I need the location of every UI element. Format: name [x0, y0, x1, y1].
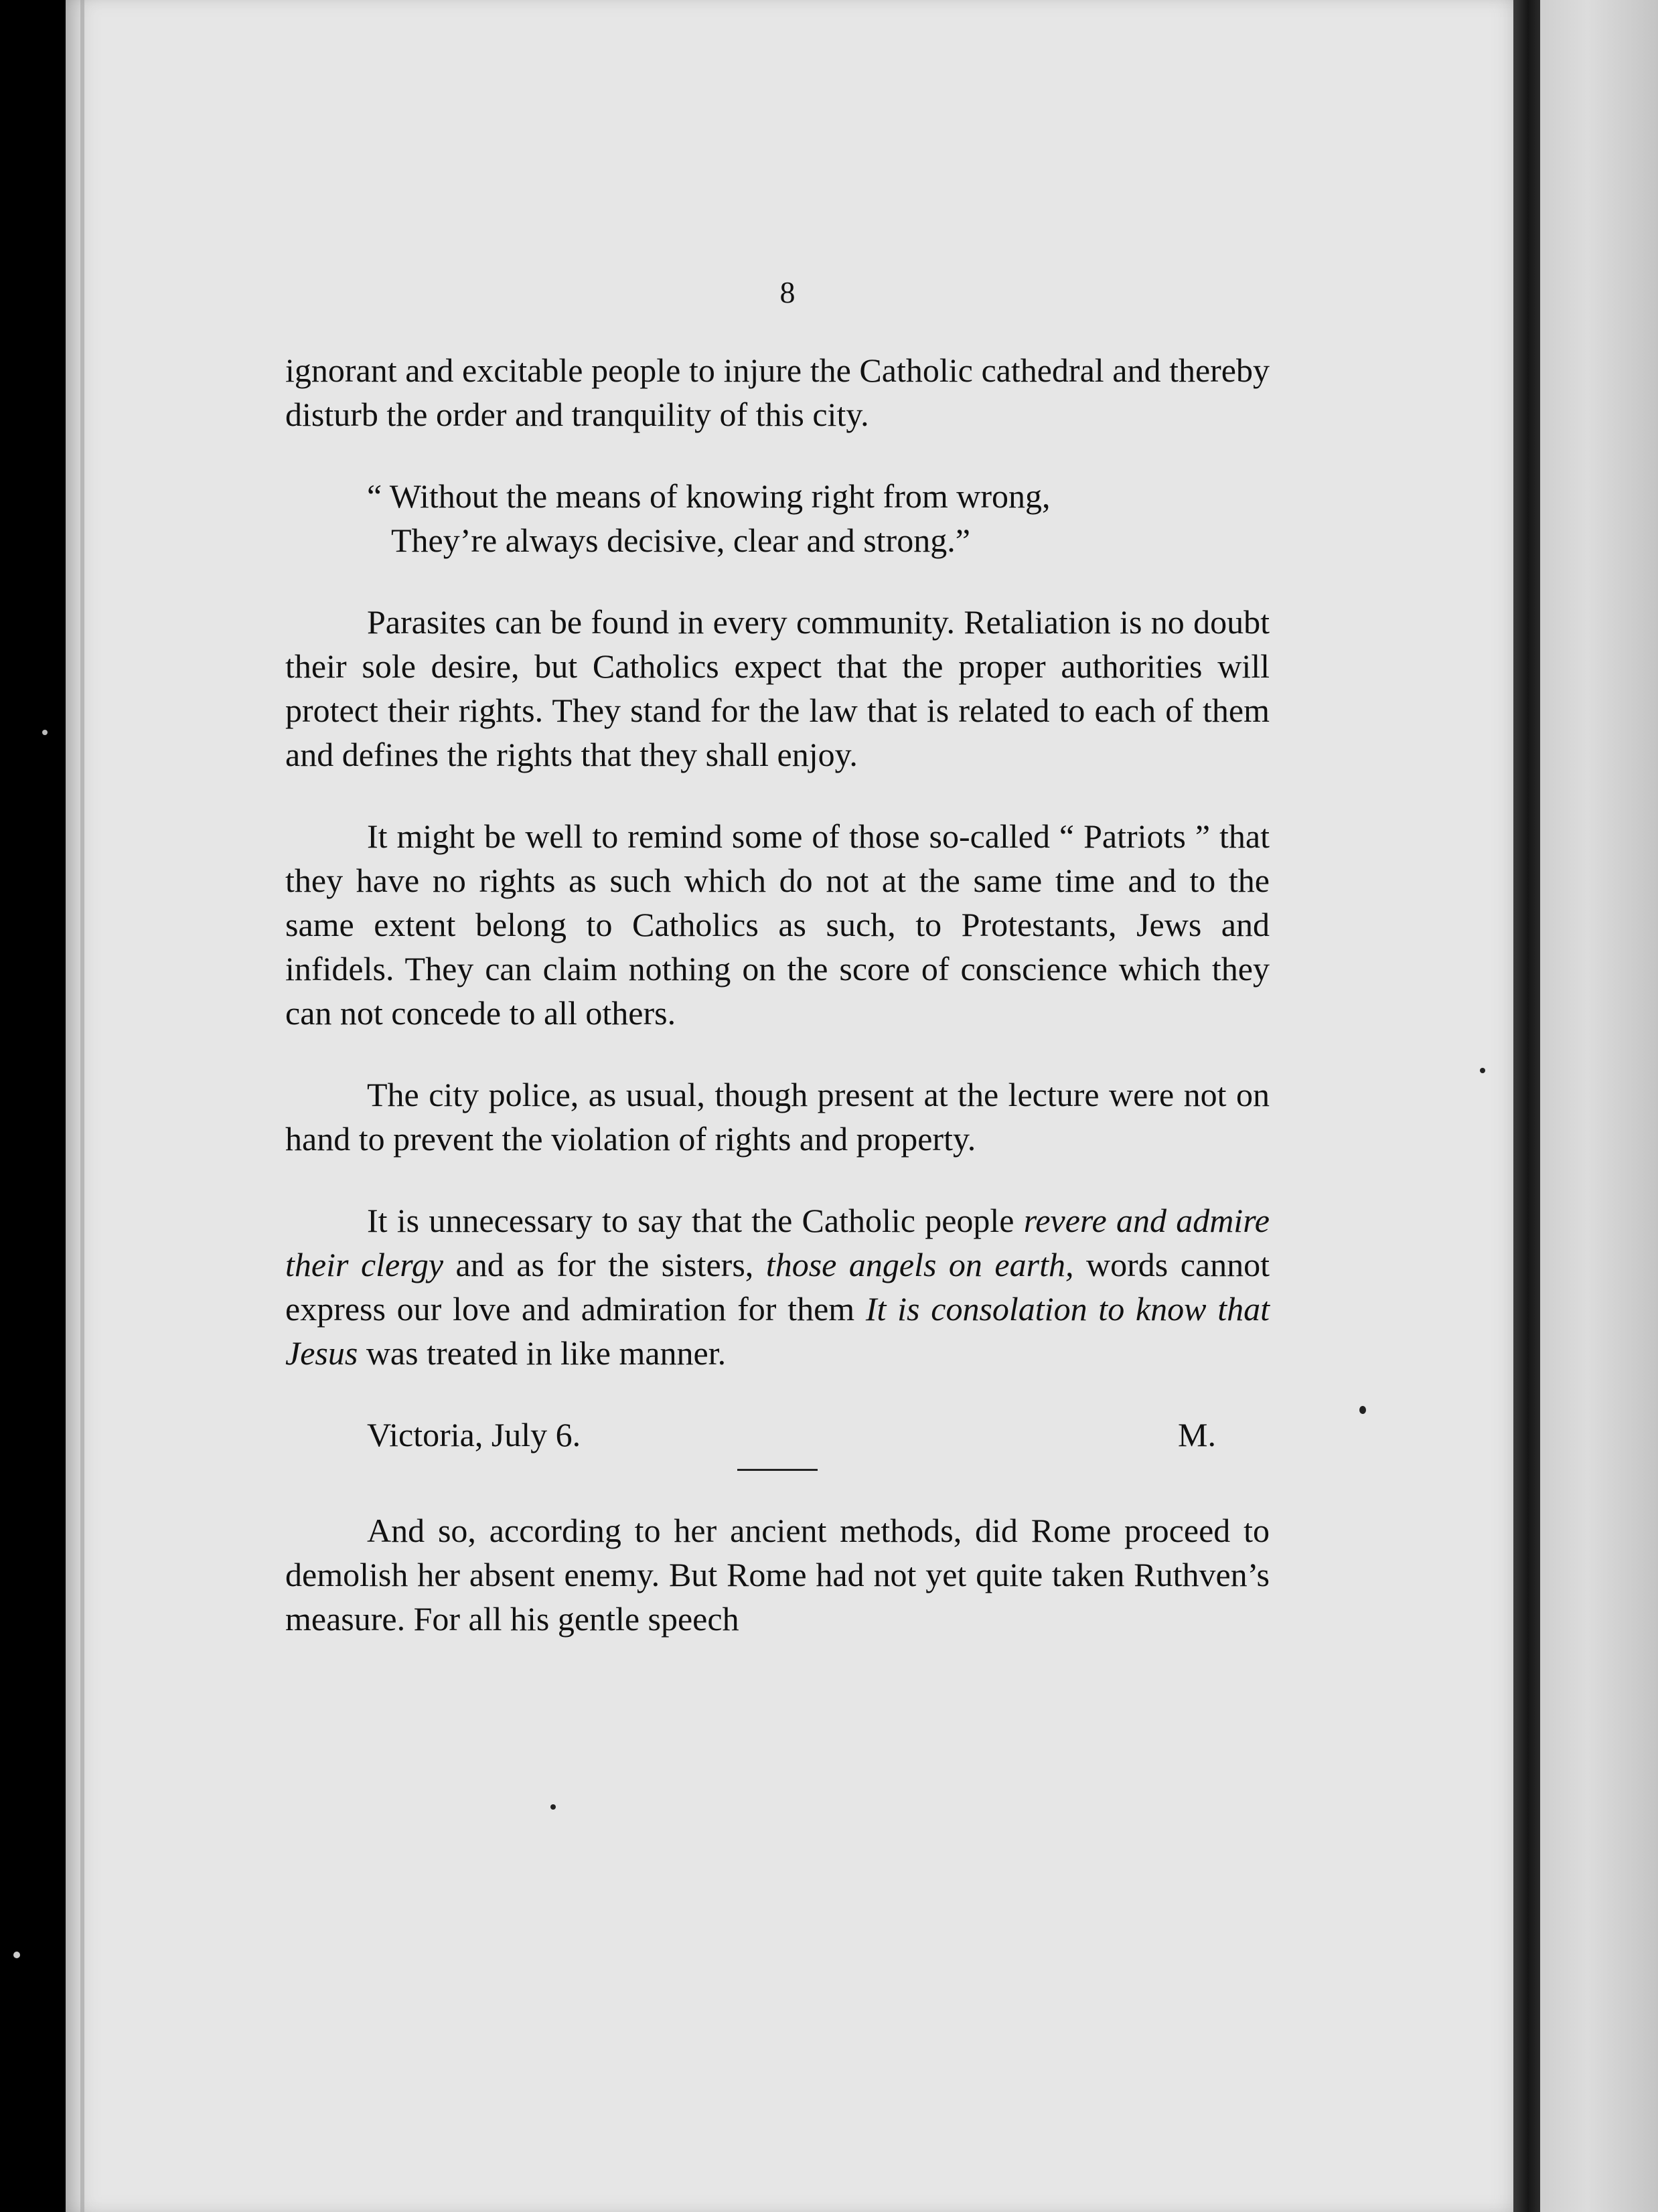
paragraph-5-italic-1: revere and admire their clergy	[285, 1202, 1270, 1283]
book-spine	[1513, 0, 1540, 2212]
paragraph-4: The city police, as usual, though present at the lecture were not on hand to prevent the violation of rights and property.	[285, 1076, 1270, 1158]
paragraph-5-italic-3: It is consolation to know that Jesus	[285, 1290, 1270, 1372]
paragraph-5-text-1: It is unnecessary to say that the Catholic people	[367, 1202, 1024, 1239]
verse-line-1: “ Without the means of knowing right from wrong,	[367, 477, 1051, 515]
page-number: 8	[779, 275, 796, 309]
ink-speck	[1359, 1406, 1366, 1414]
facing-page-edge	[1540, 0, 1658, 2212]
paragraph-3: It might be well to remind some of those so-called “ Patriots ” that they have no rights as such which do not at the same time and to the same extent belong to Catholics as such, to Protestants, Jews and infidels. They can claim nothing on the score of conscience which they can not concede to all others.	[285, 817, 1270, 1032]
body-text	[285, 348, 1270, 1678]
signature: M.	[1178, 1416, 1216, 1453]
paragraph-5-text-4: was treated in like manner.	[358, 1334, 727, 1372]
verse-quote	[285, 474, 1270, 562]
section-divider	[737, 1469, 818, 1471]
verse-line-2: They’re always decisive, clear and strong.”	[391, 522, 970, 559]
dateline	[285, 1413, 1270, 1457]
paragraph-5-text-2: and as for the sisters,	[443, 1246, 766, 1283]
ink-speck	[1480, 1068, 1485, 1073]
paragraph-2: Parasites can be found in every community. Retaliation is no doubt their sole desire, but Catholics expect that the proper authorities will protect their rights. They stand for the law that is related to each of them and defines the rights that they shall enjoy.	[285, 603, 1270, 773]
paragraph-5	[285, 1198, 1270, 1375]
paragraph-6: And so, according to her ancient methods, did Rome proceed to demolish her absent enemy. But Rome had not yet quite taken Ruthven’s measure. For all his gentle speech	[285, 1512, 1270, 1638]
paragraph-5-text-3: words cannot express our love and admiration for them	[285, 1246, 1270, 1328]
page-edge-shadow	[80, 0, 84, 2212]
ink-speck	[550, 1804, 556, 1810]
paragraph-1: ignorant and excitable people to injure the Catholic cathedral and thereby disturb the order and tranquility of this city.	[285, 351, 1270, 433]
ink-speck	[13, 1952, 20, 1958]
dateline-place-date: Victoria, July 6.	[367, 1416, 581, 1453]
ink-speck	[42, 730, 48, 735]
paragraph-5-italic-2: those angels on earth,	[765, 1246, 1074, 1283]
